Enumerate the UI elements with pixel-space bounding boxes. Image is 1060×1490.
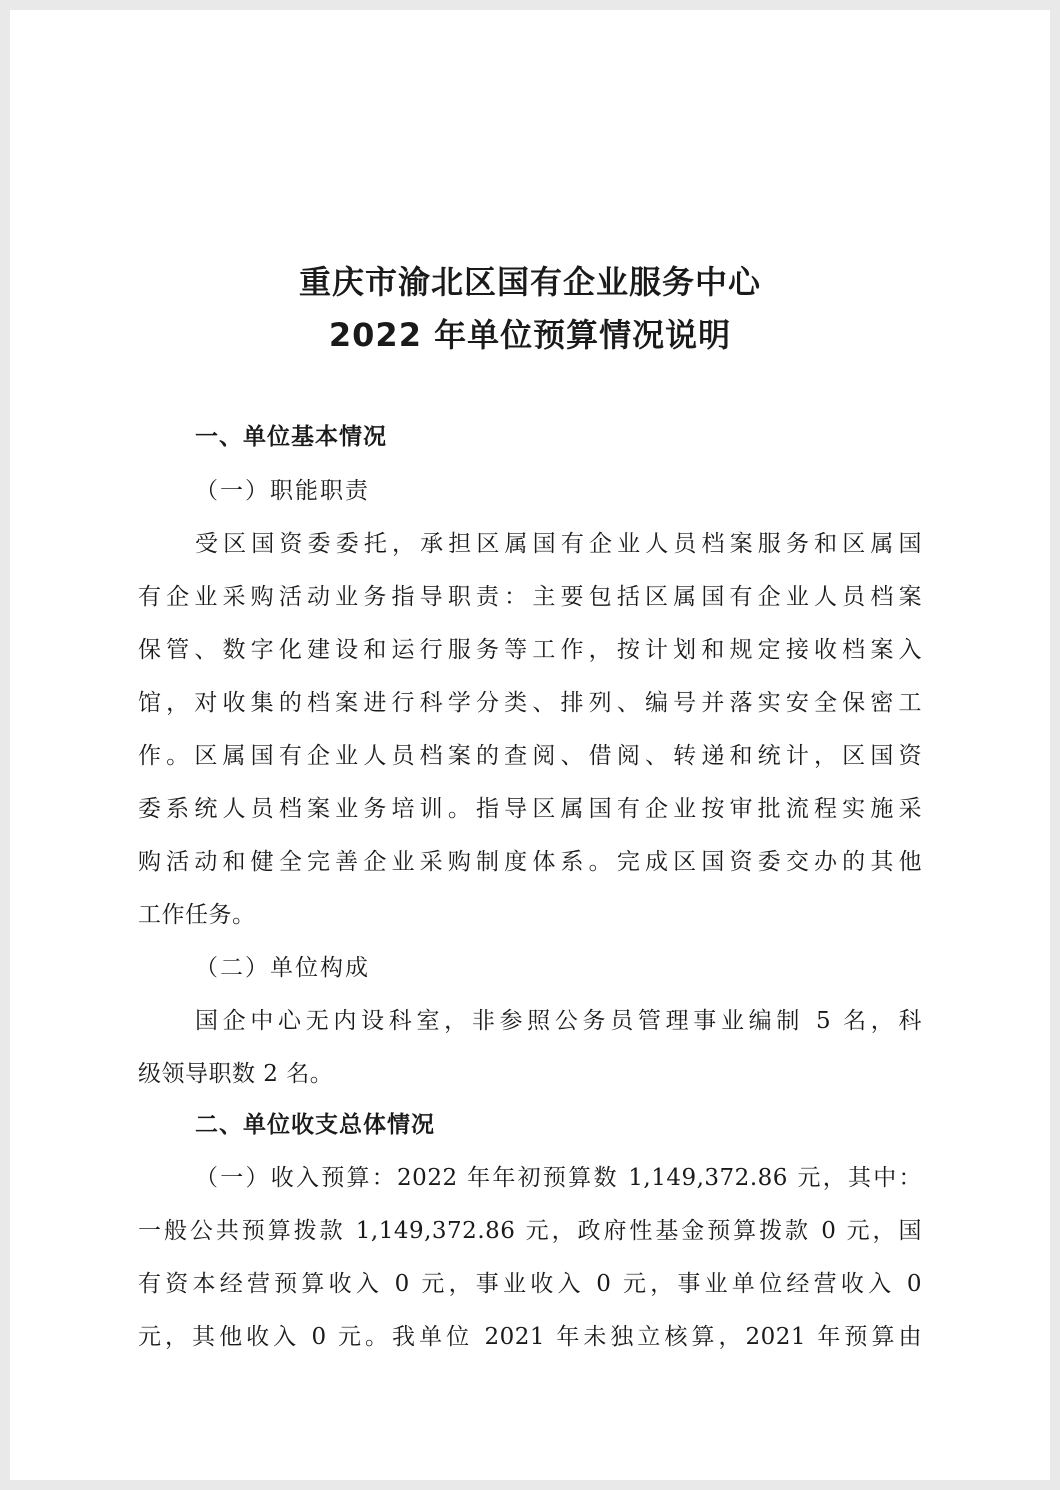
paragraph-line: 有资本经营预算收入 0 元，事业收入 0 元，事业单位经营收入 0 <box>138 1271 922 1297</box>
section1-heading: 一、单位基本情况 <box>195 424 387 450</box>
paragraph-line: 受区国资委委托，承担区属国有企业人员档案服务和区属国 <box>195 531 922 557</box>
document-title-line2: 2022 年单位预算情况说明 <box>328 316 732 354</box>
paragraph-line: 元，其他收入 0 元。我单位 2021 年未独立核算，2021 年预算由 <box>138 1324 922 1350</box>
document-page <box>10 10 1050 1480</box>
paragraph-line: 委系统人员档案业务培训。指导区属国有企业按审批流程实施采 <box>138 796 922 822</box>
document-title-line1: 重庆市渝北区国有企业服务中心 <box>298 263 761 301</box>
paragraph-line: 国企中心无内设科室，非参照公务员管理事业编制 5 名，科 <box>195 1008 922 1034</box>
paragraph-line: 购活动和健全完善企业采购制度体系。完成区国资委交办的其他 <box>138 849 922 875</box>
subsection-functions-heading: （一）职能职责 <box>195 478 370 504</box>
paragraph-line: 作。区属国有企业人员档案的查阅、借阅、转递和统计，区国资 <box>138 743 922 769</box>
paragraph-line: 有企业采购活动业务指导职责：主要包括区属国有企业人员档案 <box>138 584 922 610</box>
paragraph-line: 保管、数字化建设和运行服务等工作，按计划和规定接收档案入 <box>138 637 922 663</box>
subsection-composition-heading: （二）单位构成 <box>195 955 370 981</box>
section2-heading: 二、单位收支总体情况 <box>195 1112 435 1138</box>
paragraph-line: 馆，对收集的档案进行科学分类、排列、编号并落实安全保密工 <box>138 690 922 716</box>
paragraph-line: 级领导职数 2 名。 <box>138 1061 334 1087</box>
paragraph-line: 一般公共预算拨款 1,149,372.86 元，政府性基金预算拨款 0 元，国 <box>138 1218 922 1244</box>
paragraph-line: 工作任务。 <box>138 902 256 928</box>
paragraph-line: （一）收入预算：2022 年年初预算数 1,149,372.86 元，其中： <box>195 1165 922 1191</box>
